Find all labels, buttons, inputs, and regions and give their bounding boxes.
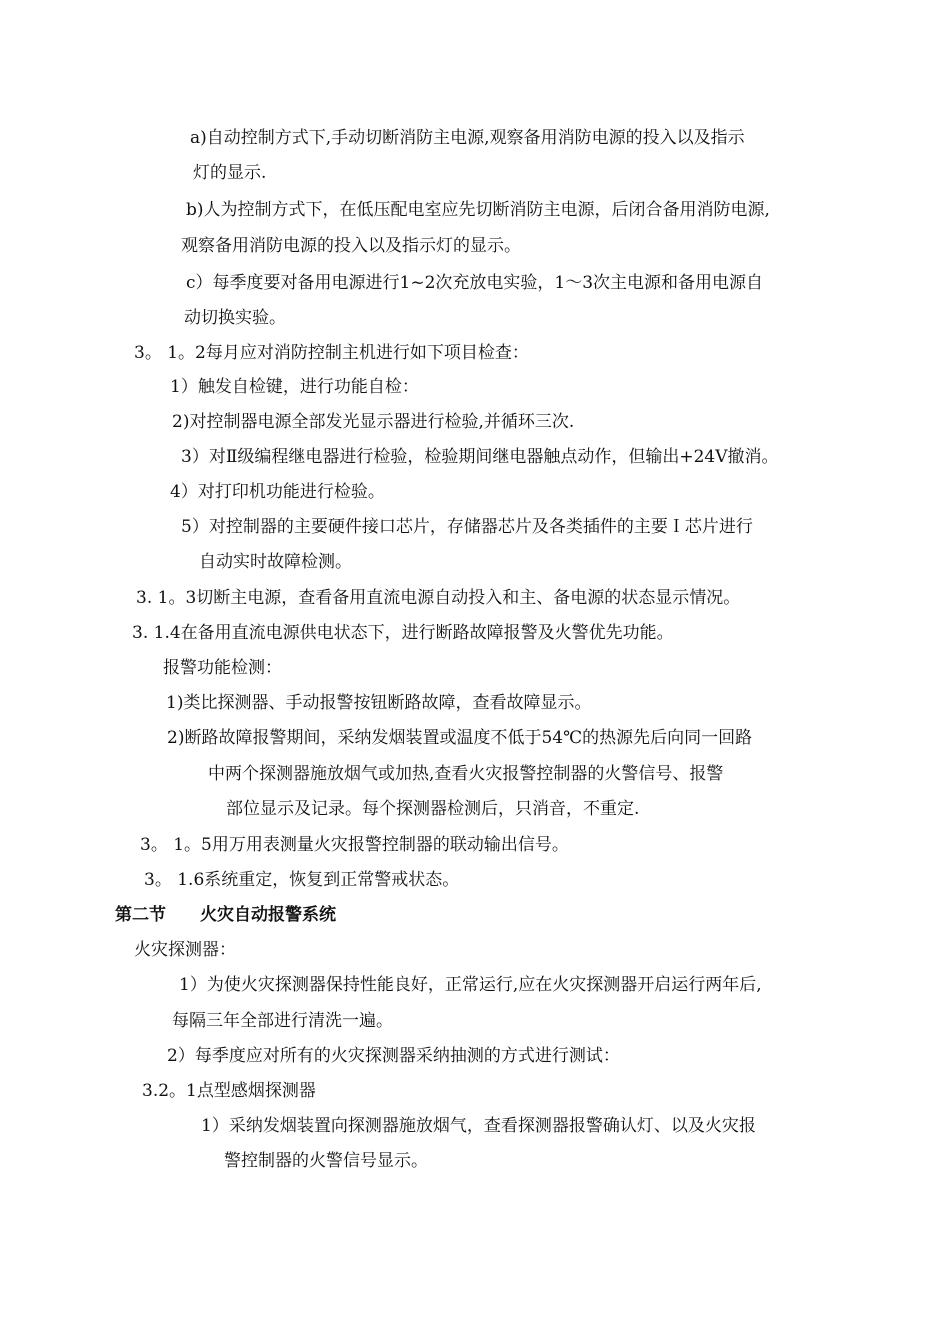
- text-line: 1）为使火灾探测器保持性能良好，正常运行,应在火灾探测器开启运行两年后,: [179, 975, 762, 995]
- text-line: 报警功能检测：: [163, 658, 282, 678]
- text-line: 每隔三年全部进行清洗一遍。: [172, 1011, 393, 1031]
- section-line: 3. 1。3切断主电源，查看备用直流电源自动投入和主、备电源的状态显示情况。: [136, 588, 741, 608]
- text-line: 动切换实验。: [184, 308, 286, 328]
- text-line: 火灾探测器：: [134, 940, 236, 960]
- section-line: 3。 1.6系统重定，恢复到正常警戒状态。: [144, 870, 460, 890]
- text-line: 2）每季度应对所有的火灾探测器采纳抽测的方式进行测试：: [167, 1046, 620, 1066]
- text-line: 1）触发自检键，进行功能自检：: [170, 377, 419, 397]
- text-line: 2)断路故障报警期间，采纳发烟装置或温度不低于54℃的热源先后向同一回路: [167, 728, 753, 748]
- text-line: 自动实时故障检测。: [199, 552, 352, 572]
- text-line: 观察备用消防电源的投入以及指示灯的显示。: [181, 236, 521, 256]
- text-line: c）每季度要对备用电源进行1~2次充放电实验，1～3次主电源和备用电源自: [186, 273, 764, 293]
- text-line: 3）对Ⅱ级编程继电器进行检验，检验期间继电器触点动作，但输出+24V撤消。: [181, 447, 779, 467]
- section-line: 3. 1.4在备用直流电源供电状态下，进行断路故障报警及火警优先功能。: [132, 623, 674, 643]
- text-line: 灯的显示.: [193, 163, 267, 183]
- text-line: 4）对打印机功能进行检验。: [170, 482, 385, 502]
- section-heading: 第二节 火灾自动报警系统: [115, 905, 336, 925]
- text-line: 5）对控制器的主要硬件接口芯片，存储器芯片及各类插件的主要Ｉ芯片进行: [181, 517, 753, 537]
- text-line: 部位显示及记录。每个探测器检测后，只消音，不重定.: [226, 799, 640, 819]
- text-line: 1）采纳发烟装置向探测器施放烟气，查看探测器报警确认灯、以及火灾报: [201, 1116, 756, 1136]
- text-line: b)人为控制方式下，在低压配电室应先切断消防主电源，后闭合备用消防电源,: [186, 200, 770, 220]
- text-line: a)自动控制方式下,手动切断消防主电源,观察备用消防电源的投入以及指示: [190, 128, 745, 148]
- text-line: 中两个探测器施放烟气或加热,查看火灾报警控制器的火警信号、报警: [208, 764, 724, 784]
- section-line: 3。 1。2每月应对消防控制主机进行如下项目检查：: [134, 343, 529, 363]
- section-line: 3。 1。5用万用表测量火灾报警控制器的联动输出信号。: [140, 835, 569, 855]
- text-line: 警控制器的火警信号显示。: [224, 1151, 428, 1171]
- section-line: 3.2。1点型感烟探测器: [142, 1081, 316, 1101]
- text-line: 2)对控制器电源全部发光显示器进行检验,并循环三次.: [172, 412, 575, 432]
- text-line: 1)类比探测器、手动报警按钮断路故障，查看故障显示。: [166, 693, 592, 713]
